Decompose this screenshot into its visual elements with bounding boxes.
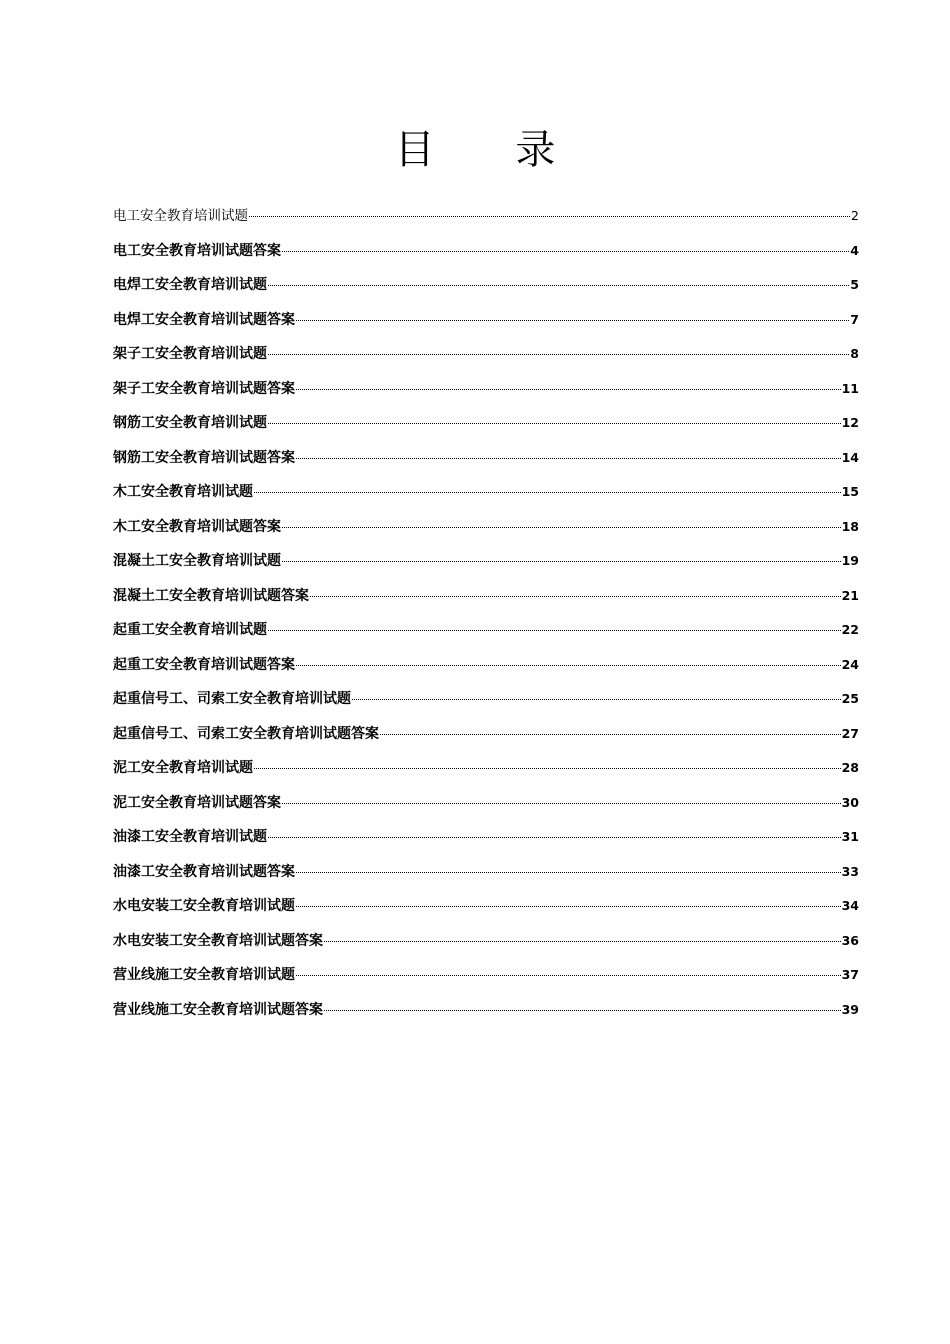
toc-entry[interactable] xyxy=(113,860,859,895)
toc-entry-page-number[interactable]: 4 xyxy=(850,242,859,258)
toc-dot-leader xyxy=(296,872,841,873)
toc-dot-leader xyxy=(352,699,841,700)
toc-entry[interactable] xyxy=(113,239,859,274)
toc-entry[interactable] xyxy=(113,480,859,515)
toc-entry-page-number[interactable]: 30 xyxy=(841,794,859,810)
toc-dot-leader xyxy=(296,389,841,390)
toc-entry[interactable] xyxy=(113,929,859,964)
toc-dot-leader xyxy=(296,906,841,907)
toc-dot-leader xyxy=(296,665,841,666)
toc-dot-leader xyxy=(324,941,841,942)
toc-dot-leader xyxy=(268,630,841,631)
toc-entry-title[interactable]: 电工安全教育培训试题答案 xyxy=(113,242,281,259)
toc-entry-page-number[interactable]: 21 xyxy=(841,587,859,603)
toc-entry[interactable] xyxy=(113,308,859,343)
toc-entry-title[interactable]: 木工安全教育培训试题答案 xyxy=(113,518,281,535)
toc-entry-title[interactable]: 电焊工安全教育培训试题答案 xyxy=(113,311,295,328)
toc-dot-leader xyxy=(296,975,841,976)
toc-dot-leader xyxy=(268,423,841,424)
toc-entry-page-number[interactable]: 15 xyxy=(841,484,859,499)
toc-dot-leader xyxy=(324,1010,841,1011)
toc-entry-page-number[interactable]: 33 xyxy=(841,863,859,879)
toc-entry[interactable] xyxy=(113,584,859,619)
toc-entry-page-number[interactable]: 36 xyxy=(841,932,859,948)
toc-dot-leader xyxy=(268,285,849,286)
toc-entry-page-number[interactable]: 31 xyxy=(841,829,859,844)
toc-entry[interactable] xyxy=(113,825,859,860)
toc-entry-page-number[interactable]: 24 xyxy=(841,656,859,672)
toc-entry-title[interactable]: 营业线施工安全教育培训试题答案 xyxy=(113,1001,323,1018)
toc-entry[interactable] xyxy=(113,204,859,239)
toc-dot-leader xyxy=(310,596,841,597)
toc-entry-page-number[interactable]: 12 xyxy=(841,415,859,430)
toc-entry-title[interactable]: 油漆工安全教育培训试题 xyxy=(113,829,267,845)
toc-entry-title[interactable]: 钢筋工安全教育培训试题答案 xyxy=(113,449,295,466)
toc-entry-title[interactable]: 起重工安全教育培训试题答案 xyxy=(113,656,295,673)
toc-entry-page-number[interactable]: 8 xyxy=(850,346,859,361)
toc-entry-title[interactable]: 营业线施工安全教育培训试题 xyxy=(113,967,295,983)
toc-entry-page-number[interactable]: 19 xyxy=(841,553,859,568)
toc-entry-title[interactable]: 电焊工安全教育培训试题 xyxy=(113,277,267,293)
toc-entry-page-number[interactable]: 39 xyxy=(841,1001,859,1017)
toc-entry-title[interactable]: 起重信号工、司索工安全教育培训试题答案 xyxy=(113,725,379,742)
toc-dot-leader xyxy=(268,354,849,355)
toc-entry-title[interactable]: 混凝土工安全教育培训试题答案 xyxy=(113,587,309,604)
toc-entry[interactable] xyxy=(113,618,859,653)
toc-entry-title[interactable]: 混凝土工安全教育培训试题 xyxy=(113,553,281,569)
toc-entry[interactable] xyxy=(113,998,859,1033)
toc-dot-leader xyxy=(282,251,849,252)
toc-entry-page-number[interactable]: 22 xyxy=(841,622,859,637)
toc-entry-title[interactable]: 架子工安全教育培训试题答案 xyxy=(113,380,295,397)
toc-entry-title[interactable]: 油漆工安全教育培训试题答案 xyxy=(113,863,295,880)
toc-entry-title[interactable]: 起重工安全教育培训试题 xyxy=(113,622,267,638)
toc-entry-title[interactable]: 起重信号工、司索工安全教育培训试题 xyxy=(113,691,351,707)
toc-dot-leader xyxy=(282,561,841,562)
toc-entry[interactable] xyxy=(113,411,859,446)
toc-entry[interactable] xyxy=(113,687,859,722)
toc-dot-leader xyxy=(268,837,841,838)
toc-entry-title[interactable]: 泥工安全教育培训试题 xyxy=(113,760,253,776)
toc-entry[interactable] xyxy=(113,791,859,826)
toc-entry[interactable] xyxy=(113,653,859,688)
toc-entry-page-number[interactable]: 25 xyxy=(841,691,859,706)
toc-entry[interactable] xyxy=(113,273,859,308)
toc-title: 目 录 xyxy=(394,127,590,173)
toc-entry-page-number[interactable]: 14 xyxy=(841,449,859,465)
toc-dot-leader xyxy=(380,734,841,735)
toc-entry[interactable] xyxy=(113,963,859,998)
toc-entry-title[interactable]: 木工安全教育培训试题 xyxy=(113,484,253,500)
toc-entry[interactable] xyxy=(113,377,859,412)
toc-entry-title[interactable]: 水电安装工安全教育培训试题 xyxy=(113,898,295,914)
toc-entry-title[interactable]: 电工安全教育培训试题 xyxy=(113,208,248,224)
toc-dot-leader xyxy=(282,527,841,528)
toc-entry-title[interactable]: 架子工安全教育培训试题 xyxy=(113,346,267,362)
toc-list xyxy=(113,204,859,1032)
toc-dot-leader xyxy=(296,320,849,321)
toc-entry-page-number[interactable]: 18 xyxy=(841,518,859,534)
toc-entry-page-number[interactable]: 28 xyxy=(841,760,859,775)
toc-entry-title[interactable]: 泥工安全教育培训试题答案 xyxy=(113,794,281,811)
toc-dot-leader xyxy=(249,216,850,217)
toc-entry-page-number[interactable]: 2 xyxy=(851,208,859,223)
toc-entry-page-number[interactable]: 34 xyxy=(841,898,859,913)
toc-entry[interactable] xyxy=(113,549,859,584)
toc-entry-title[interactable]: 钢筋工安全教育培训试题 xyxy=(113,415,267,431)
toc-dot-leader xyxy=(254,768,841,769)
toc-entry[interactable] xyxy=(113,515,859,550)
toc-dot-leader xyxy=(296,458,841,459)
toc-entry[interactable] xyxy=(113,894,859,929)
toc-entry-page-number[interactable]: 27 xyxy=(841,725,859,741)
toc-entry-page-number[interactable]: 37 xyxy=(841,967,859,982)
toc-entry-page-number[interactable]: 7 xyxy=(850,311,859,327)
toc-dot-leader xyxy=(282,803,841,804)
toc-dot-leader xyxy=(254,492,841,493)
toc-entry[interactable] xyxy=(113,756,859,791)
toc-entry[interactable] xyxy=(113,342,859,377)
toc-entry[interactable] xyxy=(113,446,859,481)
toc-entry-title[interactable]: 水电安装工安全教育培训试题答案 xyxy=(113,932,323,949)
toc-entry-page-number[interactable]: 5 xyxy=(850,277,859,292)
toc-entry-page-number[interactable]: 11 xyxy=(841,380,859,396)
toc-entry[interactable] xyxy=(113,722,859,757)
